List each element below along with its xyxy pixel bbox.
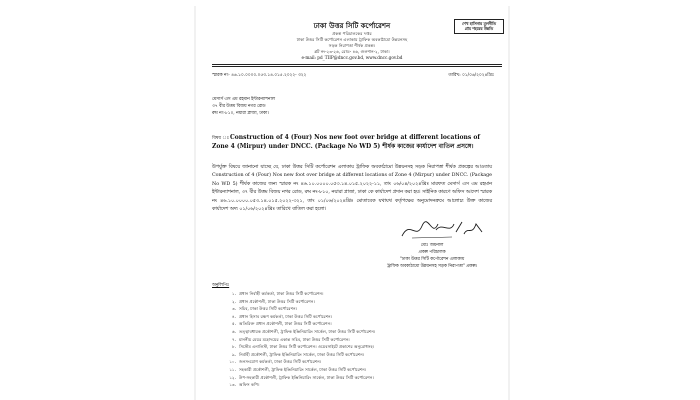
cc-item-text: মাননীয় মেয়র মহোদয়ের একান্ত সচিব, ঢাকা উত্তর সিটি কর্পোরেশন। <box>239 336 350 342</box>
cc-item <box>212 305 375 313</box>
header-divider <box>212 64 502 65</box>
header-divider <box>212 66 502 67</box>
memo-ref: স্মারক নং- ৪৬.১০.০০০০.০৫৩.১৪.০১৫.২০২২- ৩২২ <box>212 73 307 78</box>
org-title: ঢাকা উত্তর সিটি কর্পোরেশন <box>313 21 391 30</box>
cc-item-number: ২. <box>231 298 236 304</box>
cc-item-text: অফিস কপি। <box>239 382 260 388</box>
cc-item-text: প্রধান নির্বাহী কর্মকর্তা, ঢাকা উত্তর সিটি কর্পোরেশন। <box>239 291 324 296</box>
cc-item-number: ১৩. <box>229 382 236 388</box>
slogan-line: গ্রাম শহরের উন্নতি <box>464 26 494 31</box>
cc-item <box>212 336 375 344</box>
cc-item-number: ১০. <box>229 359 236 365</box>
cc-item-number: ৭. <box>231 336 236 342</box>
cc-item-number: ৪. <box>231 313 236 319</box>
letter-page <box>196 6 508 400</box>
slogan-line: শেখ হাসিনার মূলনীতি <box>461 21 497 26</box>
cc-item-text: উপ-সহকারী প্রকৌশলী, ট্রাফিক ইঞ্জিনিয়ারিং সার্কেল, ঢাকা উত্তর সিটি কর্পোরেশন। <box>239 374 374 380</box>
signatory-name: মোঃ জয়নাল <box>420 243 444 248</box>
recipient-address: ৩৭ বীর উত্তম বিজয় নগর রোড <box>212 104 266 109</box>
cc-item <box>212 320 375 328</box>
cc-item-number: ৩. <box>231 306 236 312</box>
cc-item-text: সিস্টেম এনালিস্ট, ঢাকা উত্তর সিটি কর্পোরেশন। ওয়েবসাইটে প্রকাশের অনুরোধসহ। <box>239 344 375 350</box>
cc-item-text: প্রধান প্রকৌশলী, ঢাকা উত্তর সিটি কর্পোরেশন। <box>239 298 315 304</box>
letterhead-line: ঢাকা উত্তর সিটি কর্পোরেশন এলাকায় ট্রাফিক অবকাঠামো উন্নয়নসহ <box>296 37 408 42</box>
cc-item-text: তত্ত্বাবধায়ক প্রকৌশলী, ট্রাফিক ইঞ্জিনিয়ারিং সার্কেল, ঢাকা উত্তর সিটি কর্পোরেশন। <box>239 328 376 334</box>
cc-item <box>212 381 375 389</box>
cc-item-text: সহকারী প্রকৌশলী, ট্রাফিক ইঞ্জিনিয়ারিং সার্কেল, ঢাকা উত্তর সিটি কর্পোরেশন। <box>239 366 367 372</box>
cc-item-number: ১১. <box>229 366 236 372</box>
cc-item <box>212 328 375 336</box>
cc-item <box>212 374 375 382</box>
cc-item-text: নির্বাহী প্রকৌশলী, ট্রাফিক ইঞ্জিনিয়ারিং সার্কেল, ঢাকা উত্তর সিটি কর্পোরেশন। <box>239 351 365 357</box>
cc-list <box>212 290 375 389</box>
slogan-box <box>454 19 504 34</box>
cc-label: অনুলিপিঃ <box>212 283 230 288</box>
letterhead-email: e-mail: pd_TIIP@dncc.gov.bd, www.dncc.gov.bd <box>301 55 403 60</box>
cc-item <box>212 298 375 306</box>
cc-item-text: সচিব, ঢাকা উত্তর সিটি কর্পোরেশন। <box>239 306 298 312</box>
cc-item-number: ৬. <box>231 328 236 334</box>
subject-label: বিষয় ঃ <box>212 136 230 141</box>
letterhead-line: প্রকল্প পরিচালকের দপ্তর <box>332 31 372 36</box>
letterhead-line: সড়ক নিরাপত্তা শীর্ষক প্রকল্প। <box>328 43 376 48</box>
cc-item-text: জনসংযোগ কর্মকর্তা, ঢাকা উত্তর সিটি কর্পোরেশন। <box>239 359 322 365</box>
cc-item <box>212 313 375 321</box>
recipient-name: মেসার্স এস এম রহমান ইন্টারন্যাশনাল <box>212 97 275 102</box>
cc-item <box>212 366 375 374</box>
memo-date: তারিখ: ০১/০৬/২০২৪খ্রিঃ <box>448 73 494 78</box>
letterhead-line: প্লট নং-২৩-২৬, রোড- ৪৬, গুলশান-২, ঢাকা। <box>314 49 390 54</box>
cc-item-number: ১. <box>231 291 236 296</box>
cc-item-text: অতিরিক্ত প্রধান প্রকৌশলী, ঢাকা উত্তর সিটি কর্পোরেশন। <box>239 321 332 327</box>
signature-scribble <box>392 218 502 242</box>
subject-text: Construction of 4 (Four) Nos new foot over bridge at different locations of Zone 4 (Mirpur) under DNCC. (Package No WD 5) শীর্ষক কাজের কার্যাদেশ বাতিল প্রসঙ্গে। <box>212 134 480 150</box>
cc-item-number: ১২. <box>229 374 236 380</box>
signatory-project: ট্রাফিক অবকাঠামো উন্নয়নসহ সড়ক নিরাপত্তা" প্রকল্প। <box>386 264 478 269</box>
cc-item-number: ৮. <box>231 344 236 350</box>
body-paragraph: উপর্যুক্ত বিষয়ে জানানো যাচ্ছে যে, ঢাকা উত্তর সিটি কর্পোরেশন এলাকায় ট্রাফিক অবকাঠামো উন্নয়নসহ সড়ক নিরাপত্তা শীর্ষক প্রকল্পের আওতায় Construction of 4 (Four) Nos new foot over bridge at different locations of Zone 4 (Mirpur) under DNCC. (Package No WD 5) শীর্ষক কাজের জন্য স্মারক নং ৪৬.১০.০০০০.০৫৩.১৪.০১৫.২০২২-১১, তাং ০৬/০৪/২০২৪খ্রিঃ মারফত মেসার্স এস এম রহমান ইন্টারন্যাশনাল, ৩৭ বীর উত্তম বিজয় নগর রোড, রুম নং-৮১০, নয়ারা প্লাজা, ঢাকা কে কার্যাদেশ প্রদান করা হয়। সাইনিক কারণে অফিস আদেশ স্মারক নং ৪৬.১০.০০০০.০৫৩.১৪.০১৫.২০২২-৩২১, তাং ০১/০৬/২০২৪খ্রিঃ মোতাবেক যথাযথ কর্তৃপক্ষের অনুমোদনক্রমে আলোচ্য উক্ত কাজের কার্যাদেশ অদ্য ০১/০৬/২০২৪খ্রিঃ তারিখে বাতিল করা হলো। <box>212 165 492 213</box>
cc-item-text: প্রধান হিসাব রক্ষণ কর্মকর্তা, ঢাকা উত্তর সিটি কর্পোরেশন। <box>239 313 333 319</box>
cc-item <box>212 358 375 366</box>
cc-item <box>212 351 375 359</box>
cc-item <box>212 290 375 298</box>
cc-item-number: ৯. <box>231 351 236 357</box>
recipient-address: রুম নং-৮১০, নয়ারা প্লাজা, ঢাকা। <box>212 111 269 116</box>
signatory-designation: প্রকল্প পরিচালক <box>418 250 446 255</box>
cc-item-number: ৫. <box>231 321 236 327</box>
cc-item <box>212 343 375 351</box>
signatory-project: "ঢাকা উত্তর সিটি কর্পোরেশন এলাকায় <box>399 257 465 262</box>
subject <box>212 134 496 151</box>
